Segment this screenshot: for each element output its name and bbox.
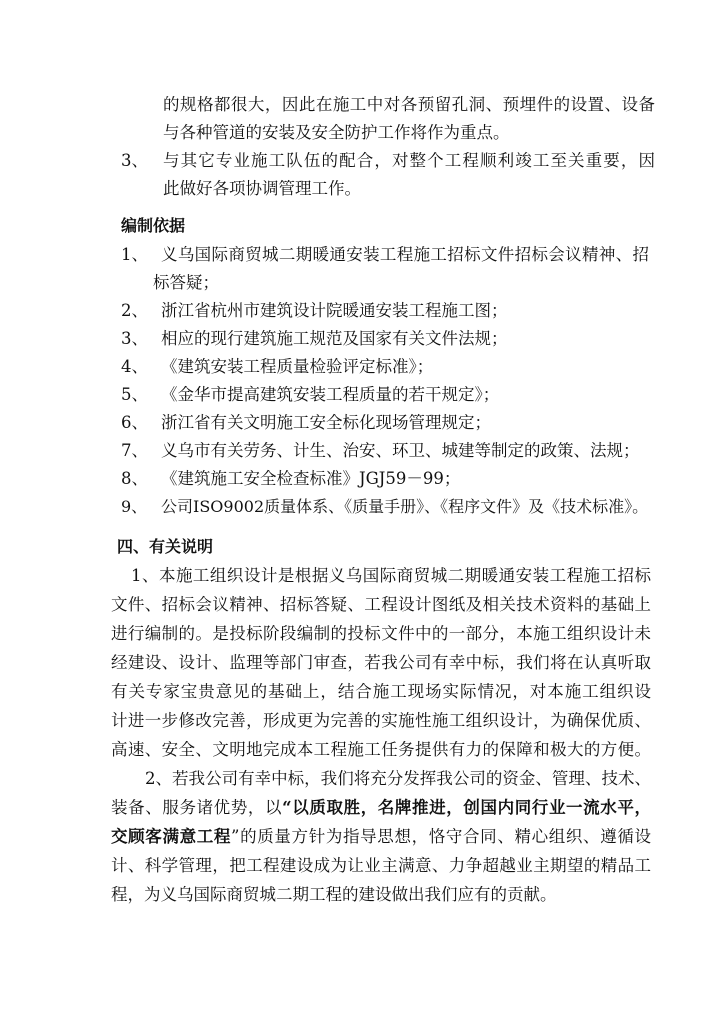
list-item-3-number: 3、 [121, 151, 148, 170]
notes-paragraph-1-line-3: 进行编制的。是投标阶段编制的投标文件中的一部分，本施工组织设计未 [111, 624, 651, 643]
notes-paragraph-2-line-4: 计、科学管理，把工程建设成为让业主满意、力争超越业主期望的精品工 [111, 856, 651, 875]
basis-item-text: 浙江省有关文明施工安全标化现场管理规定； [161, 413, 491, 432]
basis-item-text: 公司ISO9002质量体系、《质量手册》、《程序文件》及《技术标准》。 [161, 497, 649, 516]
notes-paragraph-2-line-5: 程，为义乌国际商贸城二期工程的建设做出我们应有的贡献。 [111, 885, 557, 904]
basis-item-text: 《建筑施工安全检查标准》JGJ59－99； [161, 469, 461, 488]
notes-text: 装备、服务诸优势，以 [111, 798, 283, 817]
basis-item-6 [121, 413, 491, 433]
notes-paragraph-1-line-5: 有关专家宝贵意见的基础上，结合施工现场实际情况，对本施工组织设 [111, 682, 651, 701]
list-item-3-text: 与其它专业施工队伍的配合，对整个工程顺利竣工至关重要，因 [163, 151, 655, 170]
basis-item-number: 4、 [121, 357, 148, 376]
list-item-2-continuation-2: 与各种管道的安装及安全防护工作将作为重点。 [163, 123, 510, 142]
notes-paragraph-2-line-1: 2、若我公司有幸中标，我们将充分发挥我公司的资金、管理、技术、 [145, 769, 651, 788]
basis-item-1-text: 义乌国际商贸城二期暖通安装工程施工招标文件招标会议精神、招 [161, 245, 649, 264]
basis-item-text: 《建筑安装工程质量检验评定标准》； [161, 357, 434, 376]
basis-item-number: 7、 [121, 441, 148, 460]
notes-paragraph-1-line-1: 1、本施工组织设计是根据义乌国际商贸城二期暖通安装工程施工招标 [131, 566, 651, 585]
notes-quality-slogan: “以质取胜，名牌推进，创国内同行业一流水平， [282, 798, 652, 817]
basis-item-3 [121, 329, 508, 349]
notes-paragraph-2-line-3 [111, 827, 651, 847]
list-item-3-continuation: 此做好各项协调管理工作。 [163, 179, 361, 198]
basis-item-2 [121, 301, 508, 321]
basis-item-text: 义乌市有关劳务、计生、治安、环卫、城建等制定的政策、法规； [161, 441, 640, 460]
notes-paragraph-1-line-6: 计进一步修改完善，形成更为完善的实施性施工组织设计，为确保优质、 [111, 711, 651, 730]
section-heading-notes: 四、有关说明 [117, 537, 214, 556]
basis-item-number: 9、 [121, 497, 148, 516]
basis-item-number: 6、 [121, 413, 148, 432]
notes-paragraph-1-line-2: 文件、招标会议精神、招标答疑、工程设计图纸及相关技术资料的基础上 [111, 595, 651, 614]
basis-item-text: 《金华市提高建筑安装工程质量的若干规定》； [161, 385, 500, 404]
basis-item-number: 2、 [121, 301, 148, 320]
notes-paragraph-1-line-4: 经建设、设计、监理等部门审查，若我公司有幸中标，我们将在认真听取 [111, 653, 651, 672]
notes-paragraph-2-line-2 [111, 798, 651, 818]
basis-item-number: 5、 [121, 385, 148, 404]
notes-quality-slogan-end: 交顾客满意工程 [111, 827, 232, 846]
list-item-2-continuation-1: 的规格都很大，因此在施工中对各预留孔洞、预埋件的设置、设备 [163, 95, 655, 114]
basis-item-1-number: 1、 [121, 245, 148, 264]
section-heading-basis: 编制依据 [121, 216, 186, 235]
basis-item-4 [121, 357, 433, 377]
basis-item-1-continuation: 标答疑； [153, 273, 219, 292]
basis-item-text: 相应的现行建筑施工规范及国家有关文件法规； [161, 329, 508, 348]
basis-item-8 [121, 469, 460, 489]
basis-item-7 [121, 441, 640, 461]
basis-item-number: 3、 [121, 329, 148, 348]
notes-paragraph-1-line-7: 高速、安全、文明地完成本工程施工任务提供有力的保障和极大的方便。 [111, 740, 651, 759]
basis-item-text: 浙江省杭州市建筑设计院暖通安装工程施工图； [161, 301, 508, 320]
basis-item-number: 8、 [121, 469, 148, 488]
basis-item-9 [121, 497, 648, 517]
basis-item-5 [121, 385, 499, 405]
notes-text: ”的质量方针为指导思想，恪守合同、精心组织、遵循设 [231, 827, 651, 846]
